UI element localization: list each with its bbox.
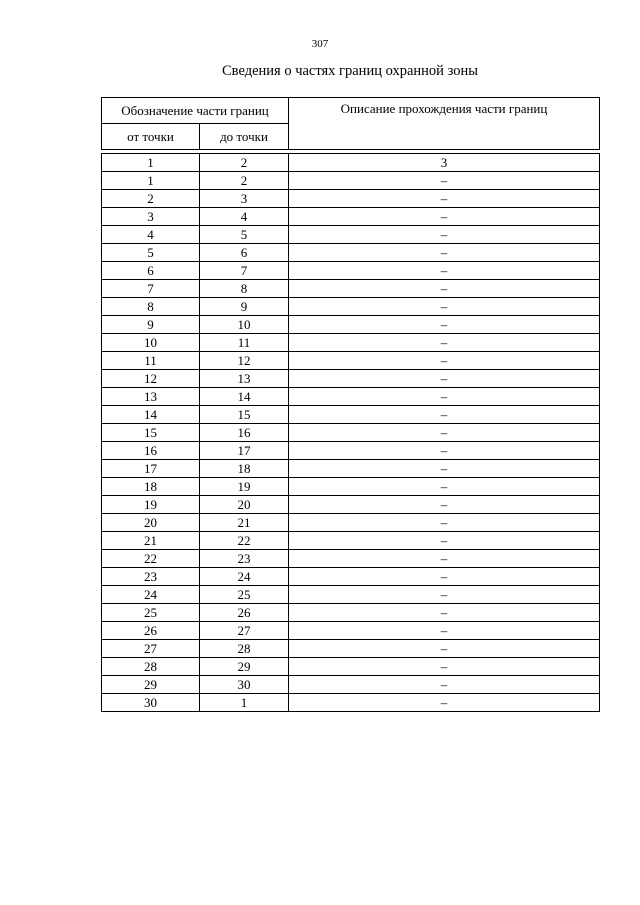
table-row [102,442,600,460]
to-point-cell: 6 [200,244,289,262]
description-cell: – [289,604,600,622]
from-point-cell: 22 [102,550,200,568]
table-header-row [102,98,600,124]
from-point-cell: 26 [102,622,200,640]
to-point-cell: 2 [200,172,289,190]
to-point-cell: 8 [200,280,289,298]
to-point-cell: 26 [200,604,289,622]
column-numbering-row [102,154,600,172]
from-point-cell: 27 [102,640,200,658]
table-row [102,370,600,388]
description-cell: – [289,406,600,424]
description-cell: – [289,640,600,658]
page-title: Сведения о частях границ охранной зоны [222,63,478,79]
table-row [102,514,600,532]
description-cell: – [289,244,600,262]
description-cell: – [289,532,600,550]
table-row [102,190,600,208]
to-point-cell: 24 [200,568,289,586]
from-point-cell: 24 [102,586,200,604]
from-point-cell: 20 [102,514,200,532]
description-cell: – [289,658,600,676]
to-point-cell: 27 [200,622,289,640]
from-point-cell: 7 [102,280,200,298]
from-point-cell: 12 [102,370,200,388]
from-point-cell: 16 [102,442,200,460]
to-point-cell: 20 [200,496,289,514]
from-point-cell: 8 [102,298,200,316]
table-row [102,640,600,658]
from-point-cell: 15 [102,424,200,442]
column-number: 2 [200,154,289,172]
to-point-cell: 4 [200,208,289,226]
from-point-cell: 17 [102,460,200,478]
table-row [102,424,600,442]
to-point-cell: 12 [200,352,289,370]
from-point-cell: 30 [102,694,200,712]
to-point-cell: 23 [200,550,289,568]
table-row [102,316,600,334]
header-boundary-description: Описание прохождения части границ [289,98,600,150]
description-cell: – [289,622,600,640]
from-point-cell: 19 [102,496,200,514]
to-point-cell: 22 [200,532,289,550]
description-cell: – [289,262,600,280]
to-point-cell: 15 [200,406,289,424]
to-point-cell: 19 [200,478,289,496]
table-row [102,532,600,550]
from-point-cell: 21 [102,532,200,550]
description-cell: – [289,496,600,514]
column-number: 3 [289,154,600,172]
header-from-point: от точки [102,124,200,150]
description-cell: – [289,568,600,586]
table-row [102,658,600,676]
header-to-point: до точки [200,124,289,150]
table-row [102,496,600,514]
table-row [102,208,600,226]
page-number: 307 [311,38,329,50]
table-row [102,262,600,280]
description-cell: – [289,280,600,298]
table-row [102,280,600,298]
description-cell: – [289,442,600,460]
table-row [102,550,600,568]
from-point-cell: 5 [102,244,200,262]
table-row [102,622,600,640]
from-point-cell: 3 [102,208,200,226]
to-point-cell: 9 [200,298,289,316]
description-cell: – [289,586,600,604]
boundary-parts-table [101,97,600,712]
table-row [102,694,600,712]
table-row [102,478,600,496]
description-cell: – [289,298,600,316]
from-point-cell: 13 [102,388,200,406]
description-cell: – [289,676,600,694]
table-row [102,352,600,370]
table-row [102,244,600,262]
description-cell: – [289,388,600,406]
column-number: 1 [102,154,200,172]
to-point-cell: 29 [200,658,289,676]
to-point-cell: 25 [200,586,289,604]
from-point-cell: 18 [102,478,200,496]
to-point-cell: 18 [200,460,289,478]
description-cell: – [289,460,600,478]
to-point-cell: 21 [200,514,289,532]
description-cell: – [289,226,600,244]
description-cell: – [289,190,600,208]
table-row [102,172,600,190]
from-point-cell: 10 [102,334,200,352]
table-row [102,226,600,244]
from-point-cell: 9 [102,316,200,334]
to-point-cell: 10 [200,316,289,334]
to-point-cell: 16 [200,424,289,442]
to-point-cell: 11 [200,334,289,352]
to-point-cell: 30 [200,676,289,694]
description-cell: – [289,694,600,712]
to-point-cell: 28 [200,640,289,658]
to-point-cell: 17 [200,442,289,460]
from-point-cell: 25 [102,604,200,622]
table-row [102,406,600,424]
description-cell: – [289,334,600,352]
description-cell: – [289,550,600,568]
table-row [102,334,600,352]
description-cell: – [289,172,600,190]
description-cell: – [289,208,600,226]
table-row [102,388,600,406]
table-row [102,586,600,604]
to-point-cell: 13 [200,370,289,388]
to-point-cell: 1 [200,694,289,712]
from-point-cell: 28 [102,658,200,676]
from-point-cell: 29 [102,676,200,694]
table-row [102,604,600,622]
table-row [102,676,600,694]
from-point-cell: 4 [102,226,200,244]
description-cell: – [289,514,600,532]
table-row [102,460,600,478]
description-cell: – [289,370,600,388]
to-point-cell: 7 [200,262,289,280]
description-cell: – [289,424,600,442]
table-row [102,298,600,316]
header-boundary-designation: Обозначение части границ [102,98,289,124]
table-row [102,568,600,586]
from-point-cell: 1 [102,172,200,190]
from-point-cell: 14 [102,406,200,424]
description-cell: – [289,478,600,496]
from-point-cell: 11 [102,352,200,370]
from-point-cell: 2 [102,190,200,208]
table-body [102,172,600,712]
description-cell: – [289,352,600,370]
from-point-cell: 23 [102,568,200,586]
to-point-cell: 5 [200,226,289,244]
from-point-cell: 6 [102,262,200,280]
to-point-cell: 3 [200,190,289,208]
description-cell: – [289,316,600,334]
to-point-cell: 14 [200,388,289,406]
